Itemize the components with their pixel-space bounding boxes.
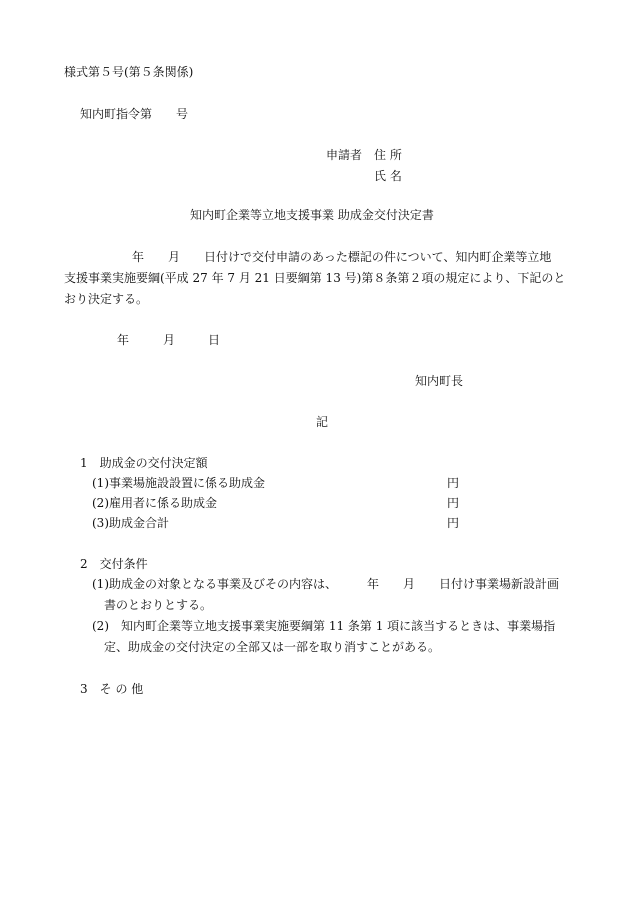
condition-2-line-2: 定、助成金の交付決定の全部又は一部を取り消すことがある。 xyxy=(104,640,441,654)
section1-item-label: (1)事業場施設設置に係る助成金 xyxy=(92,476,265,490)
document-title: 知内町企業等立地支援事業 助成金交付決定書 xyxy=(190,208,434,222)
condition-1-line-2: 書のとおりとする。 xyxy=(104,598,213,612)
section1-item-label: (2)雇用者に係る助成金 xyxy=(92,496,217,510)
applicant-label: 申請者 xyxy=(326,148,363,162)
issue-date-month: 月 xyxy=(163,333,176,347)
section2-heading: 2 交付条件 xyxy=(80,557,148,571)
body-line-3: おり決定する。 xyxy=(64,292,149,306)
address-label: 住 所 xyxy=(374,148,402,162)
issuer: 知内町長 xyxy=(415,374,464,388)
issue-date-day: 日 xyxy=(208,333,221,347)
ki-mark: 記 xyxy=(316,415,329,429)
section3-heading: 3 そ の 他 xyxy=(80,682,144,696)
body-line-1: 年 月 日付けで交付申請のあった標記の件について、知内町企業等立地 xyxy=(132,250,552,264)
issue-date-year: 年 xyxy=(117,333,130,347)
section1-item-unit: 円 xyxy=(447,516,460,530)
order-number: 知内町指令第 号 xyxy=(80,107,189,121)
name-label: 氏 名 xyxy=(374,169,402,183)
section1-item-unit: 円 xyxy=(447,476,460,490)
section1-heading: 1 助成金の交付決定額 xyxy=(80,456,208,470)
condition-1-line-1: (1)助成金の対象となる事業及びその内容は、 年 月 日付け事業場新設計画 xyxy=(92,577,560,591)
section1-item-label: (3)助成金合計 xyxy=(92,516,169,530)
body-line-2: 支援事業実施要綱(平成 27 年 7 月 21 日要綱第 13 号)第８条第２項の規定により、下記のと xyxy=(64,271,566,285)
form-label: 様式第５号(第５条関係) xyxy=(64,65,194,79)
condition-2-line-1: (2) 知内町企業等立地支援事業実施要綱第 11 条第 1 項に該当するときは、事業場指 xyxy=(92,619,556,633)
section1-item-unit: 円 xyxy=(447,496,460,510)
